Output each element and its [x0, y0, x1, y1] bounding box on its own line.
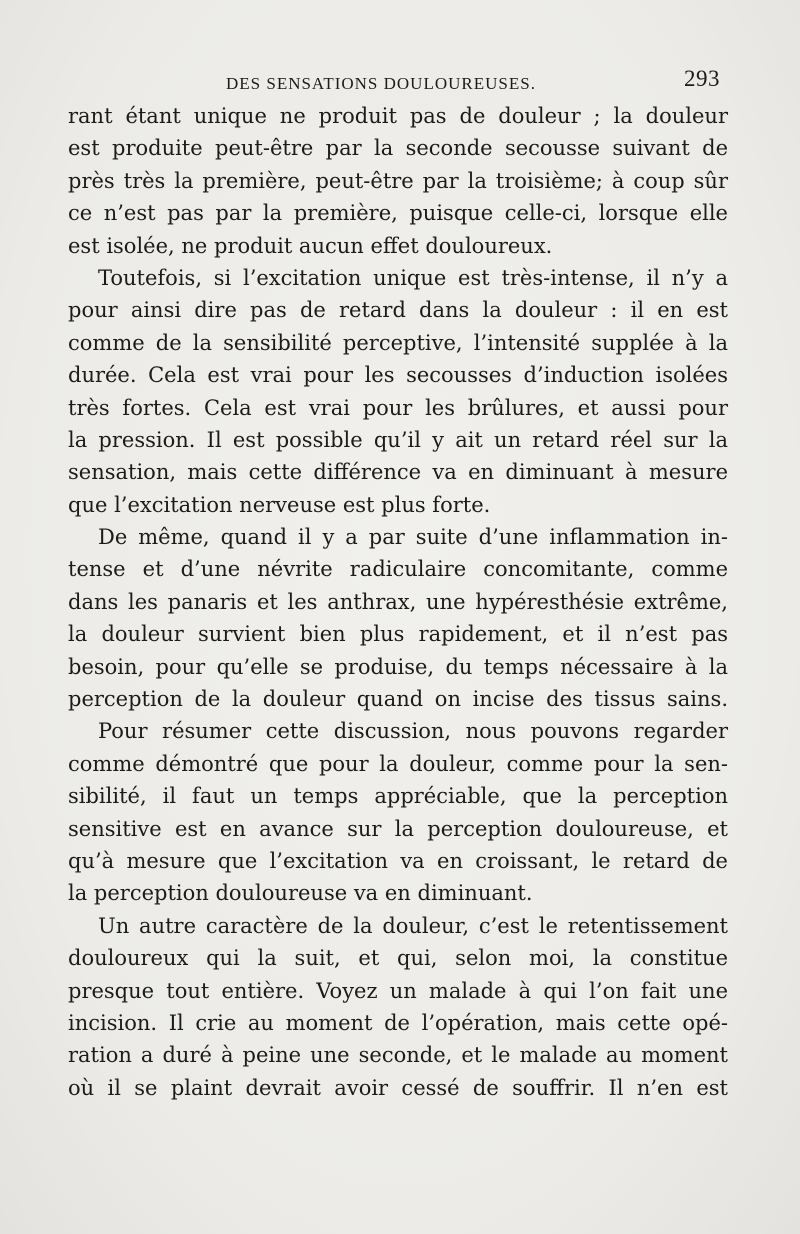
text-line: comme démontré que pour la douleur, comme pour la sen-	[68, 751, 728, 776]
body-text	[68, 100, 728, 1104]
text-line: incision. Il crie au moment de l’opération, mais cette opé-	[68, 1010, 728, 1035]
text-line: rant étant unique ne produit pas de douleur ; la douleur	[68, 104, 728, 128]
text-line: que l’excitation nerveuse est plus forte.	[68, 492, 491, 517]
page-number: 293	[684, 66, 720, 91]
text-line: près très la première, peut-être par la troisième; à coup sûr	[68, 168, 728, 193]
text-line: comme de la sensibilité perceptive, l’intensité supplée à la	[68, 330, 728, 355]
text-line: dans les panaris et les anthrax, une hypéresthésie extrême,	[68, 589, 728, 614]
page-header	[0, 60, 800, 100]
text-line: sensitive est en avance sur la perception douloureuse, et	[68, 816, 728, 841]
text-line: sensation, mais cette différence va en diminuant à mesure	[68, 460, 728, 485]
text-line: est produite peut-être par la seconde secousse suivant de	[68, 136, 728, 161]
text-line: De même, quand il y a par suite d’une inflammation in-	[98, 525, 728, 550]
text-line: tense et d’une névrite radiculaire concomitante, comme	[68, 557, 728, 582]
text-line: Un autre caractère de la douleur, c’est le retentissement	[98, 913, 728, 938]
text-line: douloureux qui la suit, et qui, selon moi, la constitue	[68, 946, 728, 971]
text-line: où il se plaint devrait avoir cessé de souffrir. Il n’en est	[68, 1075, 728, 1100]
text-line: pour ainsi dire pas de retard dans la douleur : il en est	[68, 298, 728, 323]
text-line: presque tout entière. Voyez un malade à qui l’on fait une	[68, 978, 728, 1003]
text-line: ration a duré à peine une seconde, et le malade au moment	[68, 1043, 728, 1068]
text-line: ce n’est pas par la première, puisque celle-ci, lorsque elle	[68, 201, 728, 226]
text-line: sibilité, il faut un temps appréciable, que la perception	[68, 784, 728, 809]
text-line: Pour résumer cette discussion, nous pouvons regarder	[98, 719, 728, 744]
text-line: est isolée, ne produit aucun effet douloureux.	[68, 233, 553, 258]
text-line: besoin, pour qu’elle se produise, du temps nécessaire à la	[68, 654, 728, 679]
running-title: DES SENSATIONS DOULOUREUSES.	[226, 74, 536, 93]
text-line: Toutefois, si l’excitation unique est très-intense, il n’y a	[98, 265, 728, 290]
text-line: la pression. Il est possible qu’il y ait un retard réel sur la	[68, 427, 728, 452]
text-line: la douleur survient bien plus rapidement, et il n’est pas	[68, 622, 728, 647]
text-line: qu’à mesure que l’excitation va en croissant, le retard de	[68, 848, 728, 873]
text-line: durée. Cela est vrai pour les secousses d’induction isolées	[68, 363, 728, 388]
text-line: perception de la douleur quand on incise des tissus sains.	[68, 687, 728, 712]
text-line: très fortes. Cela est vrai pour les brûlures, et aussi pour	[68, 395, 728, 420]
text-line: la perception douloureuse va en diminuant.	[68, 881, 533, 906]
